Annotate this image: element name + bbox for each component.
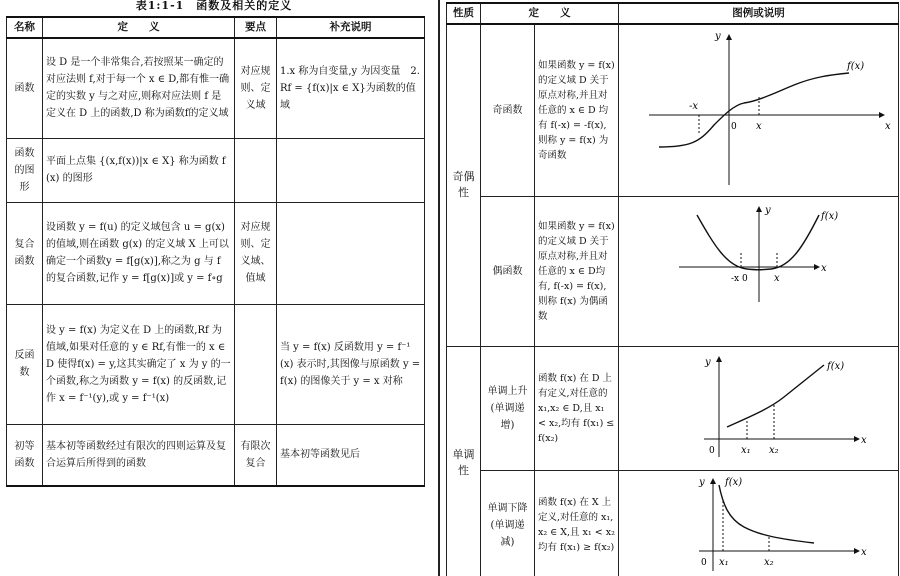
- row-definition: 平面上点集 {(x,f(x))|x ∈ X} 称为函数 f(x) 的图形: [43, 138, 235, 202]
- odd-curve: [659, 73, 849, 147]
- pos-x-label: x: [774, 273, 780, 284]
- row-name: 函数的图形: [7, 138, 43, 202]
- header-definition: 定 义: [481, 3, 619, 24]
- row-note: [277, 138, 425, 202]
- definitions-table: [6, 16, 425, 487]
- property-monotonicity: 单调性: [447, 346, 481, 576]
- row-definition: 函数 f(x) 在 D 上有定义,对任意的 x₁,x₂ ∈ D,且 x₁ < x₂,均有 f(x₁) ≤ f(x₂): [535, 346, 619, 470]
- increasing-function-graph: [619, 346, 899, 470]
- x-axis-label: x: [821, 263, 827, 274]
- curve-label: f(x): [847, 61, 865, 73]
- x-axis-label: x: [861, 435, 867, 446]
- table-row: [447, 346, 899, 470]
- row-note: 基本初等函数见后: [277, 424, 425, 486]
- row-name: 函数: [7, 38, 43, 138]
- header-definition: 定 义: [43, 17, 235, 38]
- row-definition: 基本初等函数经过有限次的四则运算及复合运算后所得到的函数: [43, 424, 235, 486]
- properties-table: [446, 2, 899, 576]
- table-row: [7, 38, 425, 138]
- origin-label: 0: [709, 446, 715, 456]
- neg-x-label: -x: [689, 101, 699, 113]
- row-note: 当 y = f(x) 反函数用 y = f⁻¹(x) 表示时,其图像与原函数 y = f(x) 的图像关于 y = x 对称: [277, 304, 425, 424]
- even-function-graph: [619, 196, 899, 346]
- row-name: 反函数: [7, 304, 43, 424]
- left-table-caption: 表1:1-1 函数及相关的定义: [135, 0, 293, 12]
- x-axis-label: x: [861, 547, 867, 558]
- row-name: 单调下降(单调递减): [481, 470, 535, 576]
- curve-label: f(x): [821, 211, 839, 222]
- decreasing-curve: [719, 485, 814, 543]
- even-curve: [697, 215, 819, 270]
- pos-x-label: x: [756, 121, 762, 133]
- row-name: 偶函数: [481, 196, 535, 346]
- left-page: [0, 0, 428, 576]
- row-key: 对应规则、定义域: [235, 38, 277, 138]
- x2-label: x₂: [764, 557, 774, 568]
- table-row: [447, 196, 899, 346]
- x-axis-label: x: [885, 121, 891, 133]
- header-key-points: 要点: [235, 17, 277, 38]
- y-axis-label: y: [765, 205, 771, 216]
- table-row: [7, 304, 425, 424]
- decreasing-function-graph: [619, 470, 899, 576]
- row-note: [277, 202, 425, 304]
- table-header-row: [447, 3, 899, 24]
- table-row: [7, 424, 425, 486]
- origin-label: 0: [701, 558, 707, 568]
- y-axis-label: y: [705, 357, 711, 368]
- row-definition: 设 D 是一个非常集合,若按照某一确定的对应法则 f,对于每一个 x ∈ D,都有惟一确定的实数 y 与之对应,则称对应法则 f 是定义在 D 上的函数,D 称为函数f的定义域: [43, 38, 235, 138]
- table-row: [7, 202, 425, 304]
- row-definition: 设 y = f(x) 为定义在 D 上的函数,Rf 为值域,如果对任意的 y ∈ Rf,有惟一的 x ∈ D 使得f(x) = y,这其实确定了 x 为 y 的一个函数,称之为函数 y = f(x) 的反函数,记作 x = f⁻¹(y),或 y = f⁻¹(x): [43, 304, 235, 424]
- row-definition: 函数 f(x) 在 X 上定义,对任意的 x₁,x₂ ∈ X,且 x₁ < x₂ 均有 f(x₁) ≥ f(x₂): [535, 470, 619, 576]
- y-axis-label: y: [699, 477, 705, 488]
- row-definition: 设函数 y = f(u) 的定义域包含 u = g(x) 的值域,则在函数 g(x) 的定义域 X 上可以确定一个函数y = f[g(x)],称之为 g 与 f 的复合函数,记作 y = f[g(x)]或 y = f∘g: [43, 202, 235, 304]
- header-property: 性质: [447, 3, 481, 24]
- row-key: [235, 138, 277, 202]
- right-page: [438, 0, 900, 576]
- origin-label: -x 0: [731, 274, 748, 284]
- row-note: 1.x 称为自变量,y 为因变量 2.Rf = {f(x)|x ∈ X}为函数的值域: [277, 38, 425, 138]
- table-row: [7, 138, 425, 202]
- row-name: 奇函数: [481, 24, 535, 196]
- row-definition: 如果函数 y = f(x) 的定义域 D 关于原点对称,并且对任意的 x ∈ D 均有 f(-x) = -f(x),则称 y = f(x) 为奇函数: [535, 24, 619, 196]
- property-parity: 奇偶性: [447, 24, 481, 346]
- row-key: 对应规则、定义域、值域: [235, 202, 277, 304]
- origin-label: 0: [731, 122, 737, 133]
- row-name: 复合函数: [7, 202, 43, 304]
- row-definition: 如果函数 y = f(x) 的定义域 D 关于原点对称,并且对任意的 x ∈ D均有, f(-x) = f(x),则称 f(x) 为偶函数: [535, 196, 619, 346]
- curve-label: f(x): [725, 477, 743, 488]
- table-row: [447, 24, 899, 196]
- row-name: 单调上升(单调递增): [481, 346, 535, 470]
- table-row: [447, 470, 899, 576]
- table-header-row: [7, 17, 425, 38]
- row-key: [235, 304, 277, 424]
- row-name: 初等函数: [7, 424, 43, 486]
- x2-label: x₂: [769, 445, 779, 456]
- header-illustration: 图例或说明: [619, 3, 899, 24]
- header-notes: 补充说明: [277, 17, 425, 38]
- increasing-curve: [727, 365, 824, 427]
- curve-label: f(x): [827, 361, 845, 372]
- x1-label: x₁: [741, 445, 751, 456]
- odd-function-graph: [619, 24, 899, 196]
- x1-label: x₁: [719, 557, 729, 568]
- y-axis-label: y: [715, 31, 721, 43]
- header-name: 名称: [7, 17, 43, 38]
- row-key: 有限次复合: [235, 424, 277, 486]
